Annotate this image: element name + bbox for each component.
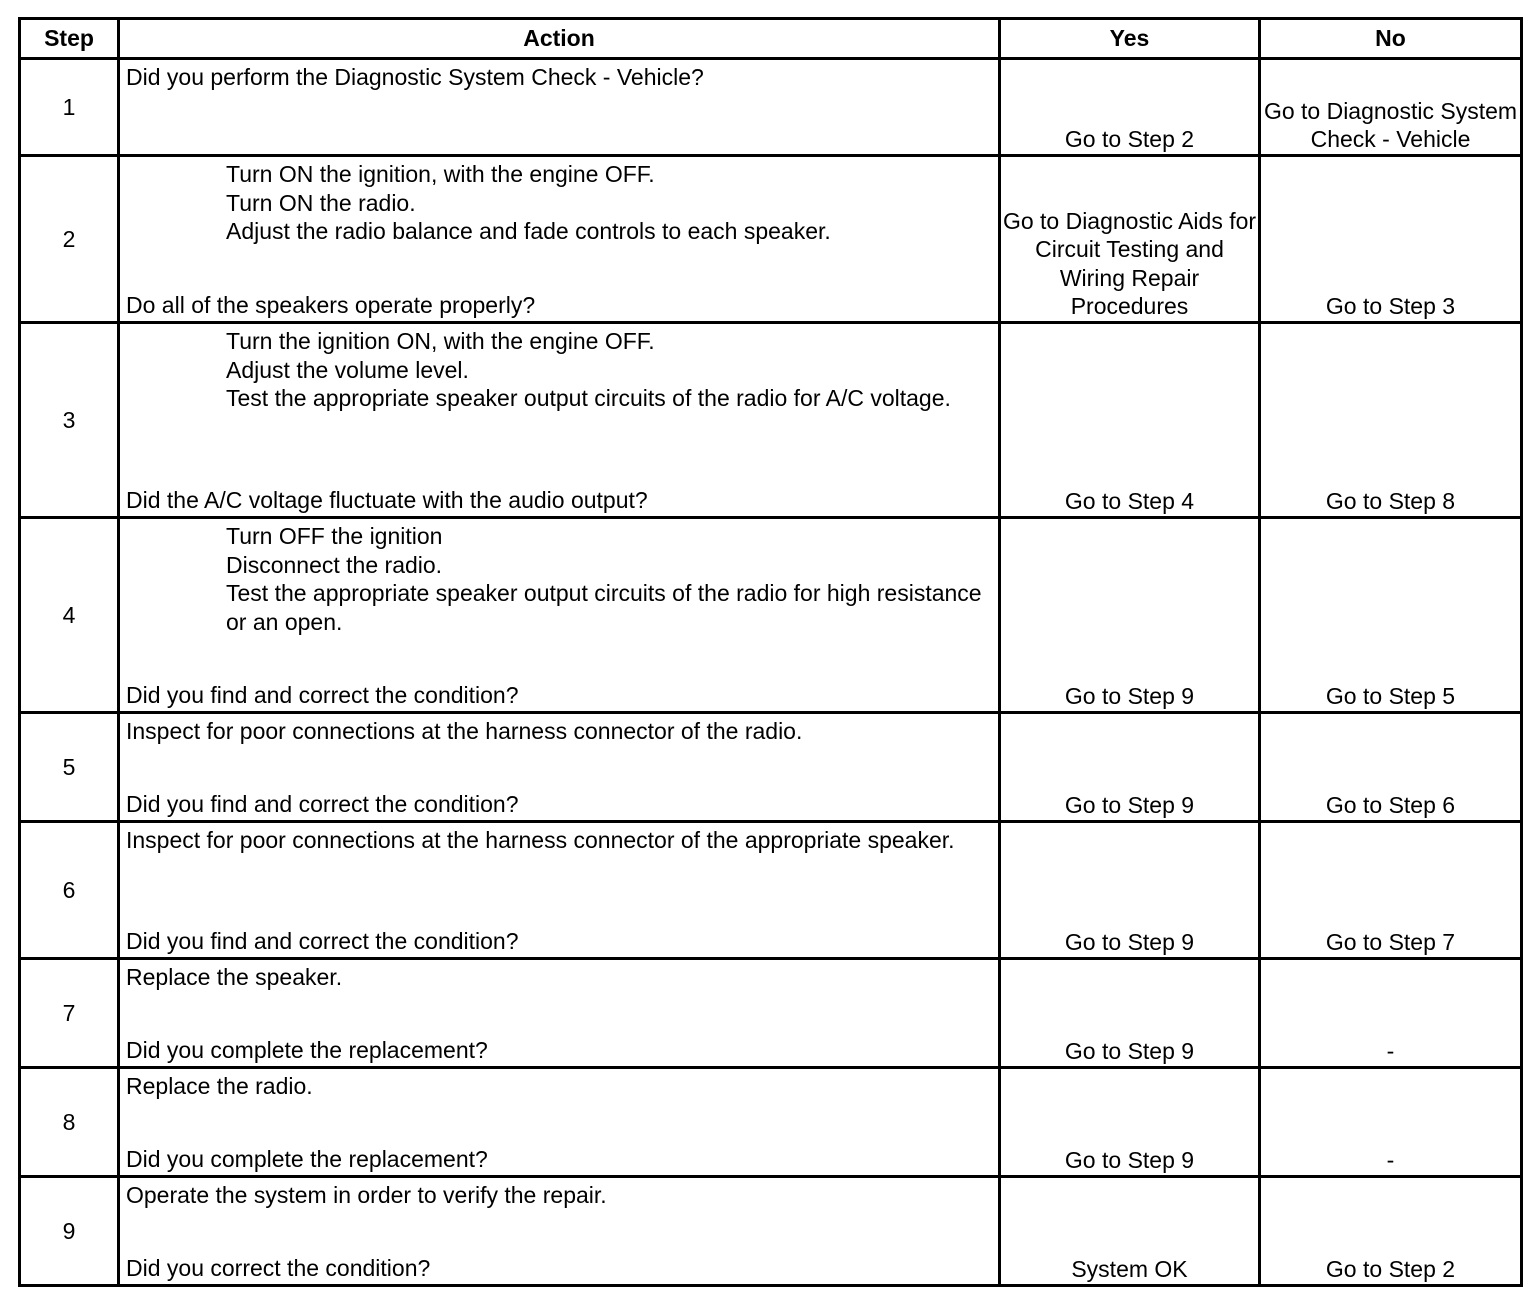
header-yes: Yes	[1000, 19, 1260, 59]
action-question: Did you correct the condition?	[126, 1255, 431, 1282]
header-action: Action	[119, 19, 1000, 59]
yes-result: Go to Step 2	[1000, 59, 1260, 156]
action-instructions	[126, 63, 990, 92]
action-text: Replace the radio.	[126, 1073, 313, 1099]
action-step: Turn ON the radio.	[226, 189, 416, 216]
action-step: Turn OFF the ignition	[226, 523, 443, 549]
action-instructions	[126, 522, 990, 636]
action-cell	[119, 156, 1000, 323]
table-row	[20, 959, 1522, 1068]
step-number: 1	[20, 59, 119, 156]
step-number: 2	[20, 156, 119, 323]
no-result: Go to Step 8	[1260, 323, 1522, 518]
action-instructions	[126, 963, 990, 992]
action-text: Inspect for poor connections at the harness connector of the radio.	[126, 718, 803, 744]
action-instructions	[126, 327, 990, 413]
no-result: Go to Step 3	[1260, 156, 1522, 323]
action-instructions	[126, 717, 990, 746]
table-row	[20, 59, 1522, 156]
step-number: 7	[20, 959, 119, 1068]
yes-result: Go to Step 9	[1000, 1068, 1260, 1177]
table-row	[20, 323, 1522, 518]
action-step: Adjust the radio balance and fade controls to each speaker.	[226, 218, 831, 245]
header-step: Step	[20, 19, 119, 59]
diagnostic-table	[18, 17, 1523, 1287]
header-no: No	[1260, 19, 1522, 59]
step-number: 8	[20, 1068, 119, 1177]
action-question: Did you complete the replacement?	[126, 1037, 488, 1064]
no-result: Go to Step 5	[1260, 518, 1522, 713]
no-result: Go to Step 6	[1260, 713, 1522, 822]
action-text: Operate the system in order to verify the repair.	[126, 1182, 607, 1208]
action-cell	[119, 323, 1000, 518]
action-question: Did the A/C voltage fluctuate with the audio output?	[126, 487, 648, 514]
action-question: Do all of the speakers operate properly?	[126, 292, 536, 319]
action-instructions	[126, 826, 990, 855]
action-text: Replace the speaker.	[126, 964, 343, 990]
action-cell	[119, 59, 1000, 156]
step-number: 6	[20, 822, 119, 959]
action-instructions	[126, 160, 990, 246]
action-question: Did you complete the replacement?	[126, 1146, 488, 1173]
action-step: Disconnect the radio.	[226, 551, 443, 578]
yes-result: Go to Step 9	[1000, 518, 1260, 713]
action-cell	[119, 713, 1000, 822]
action-instructions	[126, 1072, 990, 1101]
action-cell	[119, 959, 1000, 1068]
table-row	[20, 156, 1522, 323]
table-row	[20, 713, 1522, 822]
action-step: Turn ON the ignition, with the engine OFF.	[226, 161, 655, 187]
yes-result: Go to Step 4	[1000, 323, 1260, 518]
action-step: Test the appropriate speaker output circuits of the radio for A/C voltage.	[226, 385, 951, 412]
yes-result: Go to Step 9	[1000, 959, 1260, 1068]
no-result: Go to Step 2	[1260, 1177, 1522, 1286]
step-number: 9	[20, 1177, 119, 1286]
no-result: -	[1260, 1068, 1522, 1177]
action-step: Turn the ignition ON, with the engine OFF.	[226, 328, 655, 354]
table-row	[20, 1177, 1522, 1286]
action-cell	[119, 1177, 1000, 1286]
action-cell	[119, 822, 1000, 959]
table-row	[20, 518, 1522, 713]
yes-result: Go to Diagnostic Aids for Circuit Testing and Wiring Repair Procedures	[1000, 156, 1260, 323]
table-body	[20, 59, 1522, 1286]
action-text: Inspect for poor connections at the harness connector of the appropriate speaker.	[126, 827, 955, 853]
action-step-list	[126, 327, 990, 413]
action-question: Did you find and correct the condition?	[126, 682, 519, 709]
no-result: Go to Step 7	[1260, 822, 1522, 959]
step-number: 5	[20, 713, 119, 822]
action-text: Did you perform the Diagnostic System Check - Vehicle?	[126, 64, 704, 90]
action-cell	[119, 518, 1000, 713]
action-step: Adjust the volume level.	[226, 356, 469, 383]
step-number: 4	[20, 518, 119, 713]
step-number: 3	[20, 323, 119, 518]
action-question: Did you find and correct the condition?	[126, 791, 519, 818]
yes-result: Go to Step 9	[1000, 713, 1260, 822]
no-result: -	[1260, 959, 1522, 1068]
table-row	[20, 1068, 1522, 1177]
action-step-list	[126, 160, 990, 246]
no-result: Go to Diagnostic System Check - Vehicle	[1260, 59, 1522, 156]
action-question: Did you find and correct the condition?	[126, 928, 519, 955]
action-step: Test the appropriate speaker output circuits of the radio for high resistance or an open.	[226, 580, 982, 635]
yes-result: System OK	[1000, 1177, 1260, 1286]
action-instructions	[126, 1181, 990, 1210]
yes-result: Go to Step 9	[1000, 822, 1260, 959]
header-row	[20, 19, 1522, 59]
action-step-list	[126, 522, 990, 636]
action-cell	[119, 1068, 1000, 1177]
table-row	[20, 822, 1522, 959]
